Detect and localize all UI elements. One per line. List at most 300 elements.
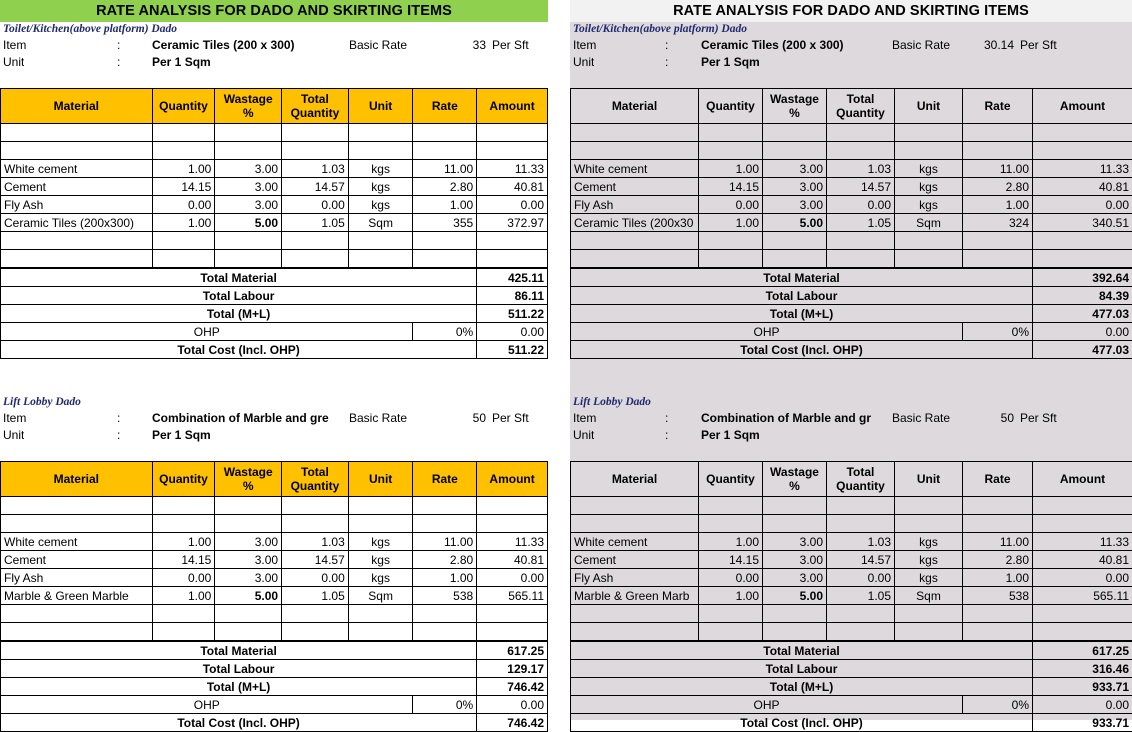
amount-cell[interactable]: 0.00 (477, 196, 548, 214)
summary-row (571, 305, 1132, 323)
empty-cell[interactable] (152, 232, 215, 250)
empty-cell[interactable] (215, 142, 282, 160)
rate-cell[interactable]: 2.80 (963, 551, 1033, 569)
material-cell[interactable]: Cement (1, 551, 153, 569)
empty-cell[interactable] (282, 497, 349, 515)
empty-cell[interactable] (477, 232, 548, 250)
total-quantity-cell[interactable]: 1.03 (827, 533, 895, 551)
empty-cell[interactable] (413, 605, 477, 623)
empty-cell[interactable] (477, 605, 548, 623)
material-cell[interactable]: Cement (571, 551, 699, 569)
quantity-cell[interactable]: 1.00 (699, 533, 763, 551)
empty-cell[interactable] (827, 142, 895, 160)
total-quantity-cell[interactable]: 0.00 (827, 196, 895, 214)
item-value[interactable]: Combination of Marble and gr (701, 410, 891, 427)
empty-cell[interactable] (152, 142, 215, 160)
total-quantity-cell[interactable]: 14.57 (282, 178, 349, 196)
wastage-cell[interactable]: 3.00 (763, 178, 827, 196)
summary-value[interactable]: 392.64 (1033, 268, 1132, 287)
empty-cell[interactable] (152, 515, 215, 533)
item-value[interactable]: Ceramic Tiles (200 x 300) (152, 37, 347, 54)
total-quantity-cell[interactable]: 1.03 (282, 160, 349, 178)
material-cell[interactable]: Fly Ash (571, 569, 699, 587)
quantity-cell[interactable]: 1.00 (152, 587, 215, 605)
empty-cell[interactable] (699, 515, 763, 533)
empty-cell[interactable] (963, 623, 1033, 642)
header-rate: Rate (413, 89, 477, 124)
empty-cell[interactable] (1, 623, 153, 642)
ohp-percent[interactable]: 0% (963, 696, 1033, 714)
empty-cell[interactable] (1033, 605, 1132, 623)
table-row (1, 178, 548, 196)
wastage-cell[interactable]: 3.00 (215, 196, 282, 214)
ohp-row (1, 696, 548, 714)
wastage-cell[interactable]: 5.00 (215, 587, 282, 605)
rate-cell[interactable]: 11.00 (413, 533, 477, 551)
empty-cell[interactable] (282, 250, 349, 269)
empty-cell[interactable] (963, 142, 1033, 160)
empty-cell[interactable] (763, 623, 827, 642)
empty-cell[interactable] (827, 605, 895, 623)
wastage-cell[interactable]: 3.00 (215, 160, 282, 178)
total-quantity-cell[interactable]: 0.00 (282, 569, 349, 587)
empty-cell[interactable] (1, 142, 153, 160)
empty-cell[interactable] (215, 124, 282, 142)
basic-rate-value[interactable]: 30.14 (968, 37, 1014, 54)
empty-cell[interactable] (477, 497, 548, 515)
empty-cell[interactable] (348, 623, 413, 642)
empty-cell[interactable] (1, 515, 153, 533)
unit-cell[interactable]: Sqm (348, 587, 413, 605)
empty-cell[interactable] (963, 250, 1033, 269)
amount-cell[interactable]: 0.00 (1033, 569, 1132, 587)
empty-cell[interactable] (1033, 142, 1132, 160)
rate-cell[interactable]: 1.00 (413, 196, 477, 214)
item-value[interactable]: Ceramic Tiles (200 x 300) (701, 37, 891, 54)
table-row (1, 605, 548, 623)
quantity-cell[interactable]: 0.00 (152, 196, 215, 214)
table-row (571, 587, 1132, 605)
empty-cell[interactable] (571, 623, 699, 642)
amount-cell[interactable]: 11.33 (477, 160, 548, 178)
wastage-cell[interactable]: 3.00 (763, 160, 827, 178)
total-quantity-cell[interactable]: 14.57 (827, 551, 895, 569)
wastage-cell[interactable]: 3.00 (215, 178, 282, 196)
empty-cell[interactable] (1033, 515, 1132, 533)
summary-row (1, 341, 548, 359)
material-cell[interactable]: Marble & Green Marb (571, 587, 699, 605)
total-quantity-cell[interactable]: 1.05 (282, 587, 349, 605)
item-row (0, 37, 562, 54)
empty-cell[interactable] (699, 232, 763, 250)
summary-value[interactable]: 316.46 (1033, 660, 1132, 678)
summary-value[interactable]: 477.03 (1033, 305, 1132, 323)
empty-cell[interactable] (152, 124, 215, 142)
ohp-row (571, 696, 1132, 714)
unit-cell[interactable]: kgs (348, 569, 413, 587)
empty-cell[interactable] (477, 142, 548, 160)
amount-cell[interactable]: 40.81 (1033, 178, 1132, 196)
empty-cell[interactable] (348, 232, 413, 250)
rate-cell[interactable]: 538 (963, 587, 1033, 605)
amount-cell[interactable]: 565.11 (477, 587, 548, 605)
empty-cell[interactable] (152, 250, 215, 269)
unit-cell[interactable]: Sqm (895, 214, 963, 232)
rate-cell[interactable]: 538 (413, 587, 477, 605)
empty-cell[interactable] (477, 623, 548, 642)
empty-cell[interactable] (215, 515, 282, 533)
empty-cell[interactable] (763, 124, 827, 142)
summary-row (1, 678, 548, 696)
quantity-cell[interactable]: 14.15 (699, 178, 763, 196)
total-quantity-cell[interactable]: 1.05 (827, 587, 895, 605)
quantity-cell[interactable]: 0.00 (699, 196, 763, 214)
unit-cell[interactable]: kgs (348, 178, 413, 196)
quantity-cell[interactable]: 1.00 (152, 160, 215, 178)
unit-cell[interactable]: kgs (895, 551, 963, 569)
empty-cell[interactable] (571, 515, 699, 533)
amount-cell[interactable]: 11.33 (1033, 160, 1132, 178)
basic-rate-value[interactable]: 33 (430, 37, 486, 54)
unit-value[interactable]: Per 1 Sqm (152, 427, 347, 444)
wastage-cell[interactable]: 5.00 (215, 214, 282, 232)
table-row (1, 214, 548, 232)
wastage-cell[interactable]: 3.00 (215, 569, 282, 587)
empty-cell[interactable] (699, 605, 763, 623)
material-cell[interactable]: Ceramic Tiles (200x300) (1, 214, 153, 232)
summary-value[interactable]: 617.25 (477, 641, 548, 660)
summary-label: Total Cost (Incl. OHP) (1, 714, 477, 732)
material-cell[interactable]: Fly Ash (571, 196, 699, 214)
ohp-percent[interactable]: 0% (963, 323, 1033, 341)
quantity-cell[interactable]: 1.00 (699, 160, 763, 178)
header-amount: Amount (1033, 89, 1132, 124)
header-total-quantity: Total Quantity (282, 462, 349, 497)
empty-cell[interactable] (1, 605, 153, 623)
quantity-cell[interactable]: 0.00 (152, 569, 215, 587)
summary-row (571, 660, 1132, 678)
empty-cell[interactable] (152, 497, 215, 515)
rate-cell[interactable]: 1.00 (963, 196, 1033, 214)
material-cell[interactable]: White cement (1, 160, 153, 178)
wastage-cell[interactable]: 3.00 (763, 569, 827, 587)
rate-cell[interactable]: 11.00 (963, 160, 1033, 178)
empty-cell[interactable] (477, 250, 548, 269)
summary-value[interactable]: 511.22 (477, 305, 548, 323)
wastage-cell[interactable]: 3.00 (215, 551, 282, 569)
rate-cell[interactable]: 324 (963, 214, 1033, 232)
basic-rate-label: Basic Rate (349, 37, 409, 54)
basic-rate-label: Basic Rate (892, 37, 952, 54)
empty-cell[interactable] (348, 124, 413, 142)
ohp-percent[interactable]: 0% (413, 323, 477, 341)
empty-cell[interactable] (413, 250, 477, 269)
quantity-cell[interactable]: 14.15 (699, 551, 763, 569)
ohp-value[interactable]: 0.00 (1033, 323, 1132, 341)
empty-cell[interactable] (571, 605, 699, 623)
empty-cell[interactable] (763, 232, 827, 250)
empty-cell[interactable] (282, 515, 349, 533)
material-cell[interactable]: Fly Ash (1, 569, 153, 587)
summary-value[interactable]: 477.03 (1033, 341, 1132, 359)
rate-cell[interactable]: 11.00 (963, 533, 1033, 551)
empty-cell[interactable] (827, 250, 895, 269)
empty-cell[interactable] (413, 124, 477, 142)
unit-cell[interactable]: kgs (348, 551, 413, 569)
total-quantity-cell[interactable]: 1.05 (282, 214, 349, 232)
basic-rate-value[interactable]: 50 (968, 410, 1014, 427)
ohp-percent[interactable]: 0% (413, 696, 477, 714)
empty-cell[interactable] (1033, 497, 1132, 515)
empty-cell[interactable] (413, 497, 477, 515)
summary-value[interactable]: 933.71 (1033, 714, 1132, 732)
empty-cell[interactable] (1033, 250, 1132, 269)
rate-cell[interactable]: 2.80 (963, 178, 1033, 196)
wastage-cell[interactable]: 3.00 (763, 551, 827, 569)
empty-cell[interactable] (763, 605, 827, 623)
empty-cell[interactable] (895, 497, 963, 515)
quantity-cell[interactable]: 1.00 (152, 214, 215, 232)
rate-cell[interactable]: 1.00 (963, 569, 1033, 587)
empty-cell[interactable] (282, 605, 349, 623)
unit-value[interactable]: Per 1 Sqm (152, 54, 347, 71)
unit-label: Unit (3, 427, 24, 444)
empty-cell[interactable] (963, 497, 1033, 515)
empty-cell[interactable] (571, 232, 699, 250)
empty-cell[interactable] (571, 497, 699, 515)
table-row (571, 515, 1132, 533)
summary-value[interactable]: 617.25 (1033, 641, 1132, 660)
unit-cell[interactable]: kgs (348, 160, 413, 178)
empty-cell[interactable] (348, 250, 413, 269)
empty-cell[interactable] (699, 250, 763, 269)
empty-cell[interactable] (895, 250, 963, 269)
empty-cell[interactable] (152, 605, 215, 623)
empty-cell[interactable] (215, 250, 282, 269)
wastage-cell[interactable]: 3.00 (763, 533, 827, 551)
unit-cell[interactable]: kgs (895, 160, 963, 178)
empty-cell[interactable] (413, 232, 477, 250)
empty-cell[interactable] (827, 497, 895, 515)
total-quantity-cell[interactable]: 1.03 (827, 160, 895, 178)
wastage-cell[interactable]: 5.00 (763, 587, 827, 605)
empty-cell[interactable] (963, 515, 1033, 533)
empty-cell[interactable] (827, 515, 895, 533)
empty-cell[interactable] (282, 623, 349, 642)
amount-cell[interactable]: 0.00 (1033, 196, 1132, 214)
empty-cell[interactable] (348, 497, 413, 515)
rate-cell[interactable]: 355 (413, 214, 477, 232)
left-panel (0, 0, 562, 720)
quantity-cell[interactable]: 14.15 (152, 178, 215, 196)
summary-label: Total Material (571, 268, 1033, 287)
empty-cell[interactable] (827, 124, 895, 142)
total-quantity-cell[interactable]: 0.00 (827, 569, 895, 587)
amount-cell[interactable]: 340.51 (1033, 214, 1132, 232)
amount-cell[interactable]: 40.81 (477, 551, 548, 569)
empty-cell[interactable] (282, 142, 349, 160)
header-unit: Unit (895, 89, 963, 124)
amount-cell[interactable]: 11.33 (1033, 533, 1132, 551)
wastage-cell[interactable]: 3.00 (763, 196, 827, 214)
unit-cell[interactable]: kgs (895, 178, 963, 196)
empty-cell[interactable] (699, 497, 763, 515)
table-row (1, 587, 548, 605)
amount-cell[interactable]: 11.33 (477, 533, 548, 551)
rate-cell[interactable]: 2.80 (413, 178, 477, 196)
material-cell[interactable]: Cement (571, 178, 699, 196)
empty-cell[interactable] (1033, 232, 1132, 250)
empty-cell[interactable] (571, 250, 699, 269)
quantity-cell[interactable]: 14.15 (152, 551, 215, 569)
empty-cell[interactable] (348, 142, 413, 160)
empty-cell[interactable] (571, 124, 699, 142)
table-row (1, 250, 548, 269)
empty-cell[interactable] (348, 515, 413, 533)
header-quantity: Quantity (699, 89, 763, 124)
unit-cell[interactable]: kgs (895, 569, 963, 587)
empty-cell[interactable] (895, 515, 963, 533)
ohp-value[interactable]: 0.00 (477, 696, 548, 714)
unit-cell[interactable]: kgs (348, 196, 413, 214)
quantity-cell[interactable]: 1.00 (152, 533, 215, 551)
header-quantity: Quantity (699, 462, 763, 497)
amount-cell[interactable]: 565.11 (1033, 587, 1132, 605)
summary-row (1, 287, 548, 305)
summary-value[interactable]: 425.11 (477, 268, 548, 287)
unit-cell[interactable]: kgs (348, 533, 413, 551)
rate-cell[interactable]: 11.00 (413, 160, 477, 178)
empty-cell[interactable] (963, 124, 1033, 142)
empty-cell[interactable] (763, 515, 827, 533)
empty-cell[interactable] (827, 232, 895, 250)
empty-cell[interactable] (477, 124, 548, 142)
basic-rate-value[interactable]: 50 (430, 410, 486, 427)
wastage-cell[interactable]: 3.00 (215, 533, 282, 551)
amount-cell[interactable]: 0.00 (477, 569, 548, 587)
material-cell[interactable]: Cement (1, 178, 153, 196)
empty-cell[interactable] (763, 250, 827, 269)
empty-cell[interactable] (1, 250, 153, 269)
empty-cell[interactable] (895, 142, 963, 160)
empty-cell[interactable] (571, 142, 699, 160)
summary-value[interactable]: 511.22 (477, 341, 548, 359)
material-cell[interactable]: White cement (571, 160, 699, 178)
colon: : (665, 37, 668, 54)
unit-cell[interactable]: Sqm (895, 587, 963, 605)
empty-cell[interactable] (282, 232, 349, 250)
basic-rate-unit: Per Sft (1020, 410, 1057, 427)
material-cell[interactable]: Marble & Green Marble (1, 587, 153, 605)
empty-cell[interactable] (1033, 124, 1132, 142)
item-value[interactable]: Combination of Marble and gre (152, 410, 347, 427)
empty-cell[interactable] (215, 605, 282, 623)
ohp-value[interactable]: 0.00 (1033, 696, 1132, 714)
empty-cell[interactable] (1, 124, 153, 142)
summary-row (571, 268, 1132, 287)
summary-label: Total Cost (Incl. OHP) (571, 341, 1033, 359)
summary-value[interactable]: 746.42 (477, 678, 548, 696)
empty-cell[interactable] (827, 623, 895, 642)
empty-cell[interactable] (763, 497, 827, 515)
material-table (570, 88, 1132, 359)
unit-cell[interactable]: kgs (895, 533, 963, 551)
empty-cell[interactable] (895, 605, 963, 623)
empty-cell[interactable] (699, 124, 763, 142)
quantity-cell[interactable]: 1.00 (699, 214, 763, 232)
empty-cell[interactable] (215, 623, 282, 642)
empty-cell[interactable] (895, 232, 963, 250)
total-quantity-cell[interactable]: 1.05 (827, 214, 895, 232)
total-quantity-cell[interactable]: 0.00 (282, 196, 349, 214)
material-cell[interactable]: White cement (571, 533, 699, 551)
unit-cell[interactable]: kgs (895, 196, 963, 214)
empty-cell[interactable] (215, 497, 282, 515)
empty-cell[interactable] (413, 515, 477, 533)
empty-cell[interactable] (1, 497, 153, 515)
summary-label: Total Material (1, 641, 477, 660)
empty-cell[interactable] (152, 623, 215, 642)
material-cell[interactable]: Fly Ash (1, 196, 153, 214)
total-quantity-cell[interactable]: 14.57 (282, 551, 349, 569)
summary-value[interactable]: 746.42 (477, 714, 548, 732)
summary-value[interactable]: 933.71 (1033, 678, 1132, 696)
summary-value[interactable]: 84.39 (1033, 287, 1132, 305)
colon: : (665, 410, 668, 427)
unit-value[interactable]: Per 1 Sqm (701, 54, 891, 71)
quantity-cell[interactable]: 0.00 (699, 569, 763, 587)
empty-cell[interactable] (763, 142, 827, 160)
empty-cell[interactable] (413, 142, 477, 160)
item-label: Item (573, 410, 596, 427)
summary-value[interactable]: 129.17 (477, 660, 548, 678)
wastage-cell[interactable]: 5.00 (763, 214, 827, 232)
unit-value[interactable]: Per 1 Sqm (701, 427, 891, 444)
empty-cell[interactable] (1, 232, 153, 250)
empty-cell[interactable] (963, 605, 1033, 623)
quantity-cell[interactable]: 1.00 (699, 587, 763, 605)
header-wastage: Wastage % (215, 89, 282, 124)
ohp-label: OHP (571, 696, 963, 714)
empty-cell[interactable] (895, 623, 963, 642)
empty-cell[interactable] (1033, 623, 1132, 642)
total-quantity-cell[interactable]: 14.57 (827, 178, 895, 196)
empty-cell[interactable] (282, 124, 349, 142)
summary-value[interactable]: 86.11 (477, 287, 548, 305)
empty-cell[interactable] (699, 142, 763, 160)
table-row (571, 250, 1132, 269)
material-cell[interactable]: White cement (1, 533, 153, 551)
empty-cell[interactable] (348, 605, 413, 623)
empty-cell[interactable] (699, 623, 763, 642)
empty-cell[interactable] (477, 515, 548, 533)
header-material: Material (571, 462, 699, 497)
header-quantity: Quantity (152, 462, 215, 497)
total-quantity-cell[interactable]: 1.03 (282, 533, 349, 551)
amount-cell[interactable]: 372.97 (477, 214, 548, 232)
rate-cell[interactable]: 1.00 (413, 569, 477, 587)
empty-cell[interactable] (963, 232, 1033, 250)
empty-cell[interactable] (413, 623, 477, 642)
ohp-value[interactable]: 0.00 (477, 323, 548, 341)
empty-cell[interactable] (895, 124, 963, 142)
empty-cell[interactable] (215, 232, 282, 250)
unit-cell[interactable]: Sqm (348, 214, 413, 232)
amount-cell[interactable]: 40.81 (477, 178, 548, 196)
amount-cell[interactable]: 40.81 (1033, 551, 1132, 569)
rate-cell[interactable]: 2.80 (413, 551, 477, 569)
material-cell[interactable]: Ceramic Tiles (200x30 (571, 214, 699, 232)
